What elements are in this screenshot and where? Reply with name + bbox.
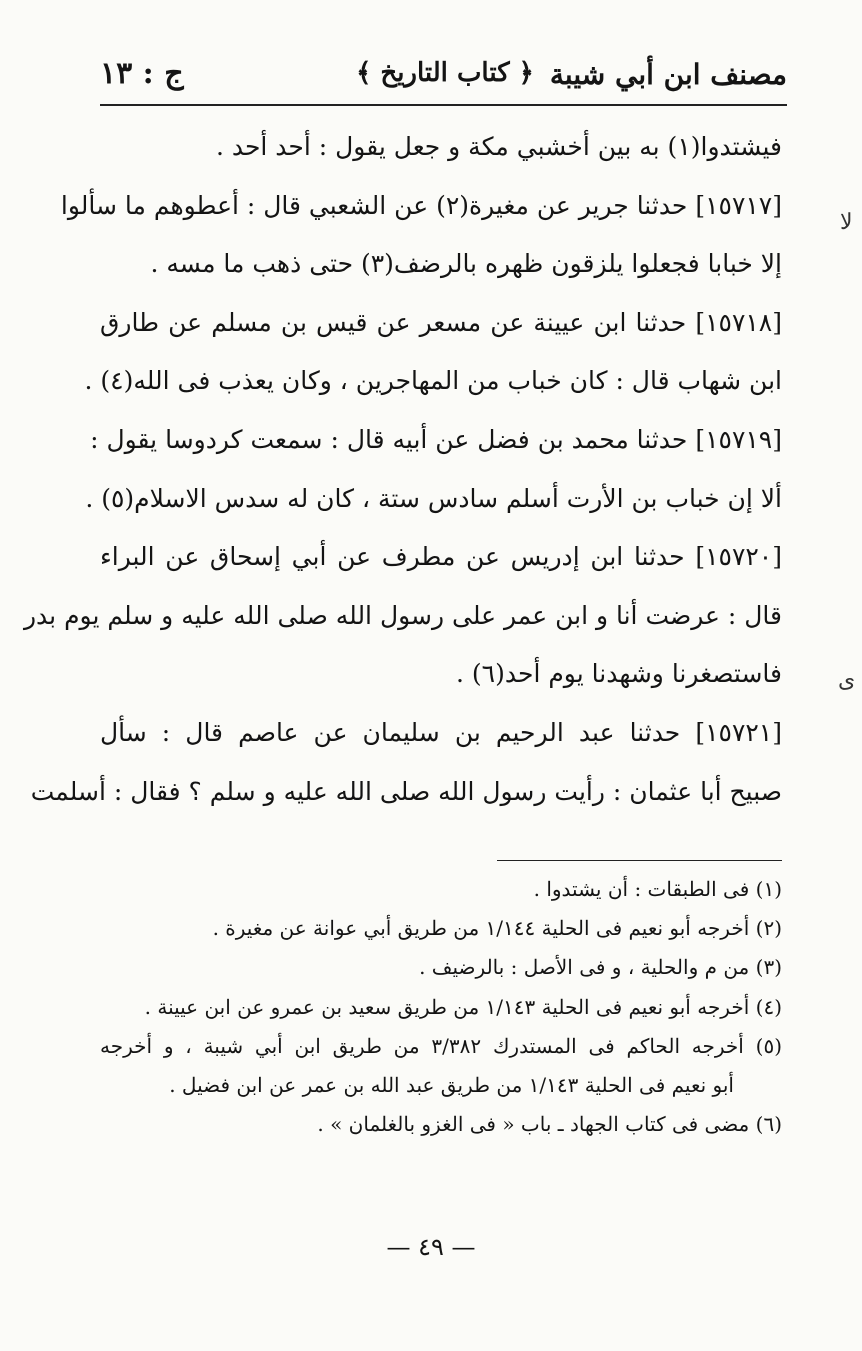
text-line: [١٥٧١٨] حدثنا ابن عيينة عن مسعر عن قيس بن مسلم عن طارق bbox=[100, 307, 782, 337]
margin-mark-icon: ﻯ bbox=[838, 668, 856, 693]
main-text bbox=[23, 118, 782, 821]
footnote: (٢) أخرجه أبو نعيم فى الحلية ١/١٤٤ من طريق أبي عوانة عن مغيرة . bbox=[212, 916, 782, 941]
text-line: [١٥٧٢٠] حدثنا ابن إدريس عن مطرف عن أبي إسحاق عن البراء bbox=[100, 542, 782, 572]
text-line: [١٥٧١٩] حدثنا محمد بن فضل عن أبيه قال : سمعت كردوسا يقول : bbox=[90, 424, 782, 454]
footnote-rule bbox=[497, 860, 782, 861]
page-number: — ٤٩ — bbox=[386, 1233, 476, 1261]
page-header bbox=[100, 50, 787, 102]
section-title: ﴿ كتاب التاريخ ﴾ bbox=[356, 58, 534, 88]
text-line: ابن شهاب قال : كان خباب من المهاجرين ، وكان يعذب فى الله(٤) . bbox=[84, 366, 782, 396]
footnote: (٦) مضى فى كتاب الجهاد ـ باب « فى الغزو بالغلمان » . bbox=[317, 1112, 782, 1137]
text-line: فاستصغرنا وشهدنا يوم أحد(٦) . bbox=[456, 659, 782, 689]
book-title: مصنف ابن أبي شيبة bbox=[549, 58, 787, 91]
text-line: [١٥٧٢١] حدثنا عبد الرحيم بن سليمان عن عاصم قال : سأل bbox=[100, 717, 782, 747]
text-line: إلا خبابا فجعلوا يلزقون ظهره بالرضف(٣) حتى ذهب ما مسه . bbox=[150, 249, 782, 279]
margin-mark-icon: ﻻ bbox=[840, 210, 853, 235]
header-rule bbox=[100, 104, 787, 106]
footnote: (٥) أخرجه الحاكم فى المستدرك ٣/٣٨٢ من طريق ابن أبي شيبة ، و أخرجه bbox=[100, 1033, 783, 1058]
text-line: [١٥٧١٧] حدثنا جرير عن مغيرة(٢) عن الشعبي قال : أعطوهم ما سألوا bbox=[60, 190, 782, 220]
volume-number: ج : ١٣ bbox=[100, 56, 184, 91]
footnote-continuation: أبو نعيم فى الحلية ١/١٤٣ من طريق عبد الله بن عمر عن ابن فضيل . bbox=[169, 1072, 734, 1097]
text-line: صبيح أبا عثمان : رأيت رسول الله صلى الله عليه و سلم ؟ فقال : أسلمت bbox=[30, 776, 782, 806]
footnotes bbox=[100, 870, 782, 1144]
text-line: فيشتدوا(١) به بين أخشبي مكة و جعل يقول : أحد أحد . bbox=[215, 132, 782, 161]
footnote: (١) فى الطبقات : أن يشتدوا . bbox=[533, 877, 782, 901]
footnote: (٣) من م والحلية ، و فى الأصل : بالرضيف . bbox=[419, 955, 782, 980]
text-line: ألا إن خباب بن الأرت أسلم سادس ستة ، كان له سدس الاسلام(٥) . bbox=[85, 483, 782, 513]
text-line: قال : عرضت أنا و ابن عمر على رسول الله صلى الله عليه و سلم يوم بدر bbox=[23, 600, 782, 630]
footnote: (٤) أخرجه أبو نعيم فى الحلية ١/١٤٣ من طريق سعيد بن عمرو عن ابن عيينة . bbox=[144, 994, 782, 1019]
